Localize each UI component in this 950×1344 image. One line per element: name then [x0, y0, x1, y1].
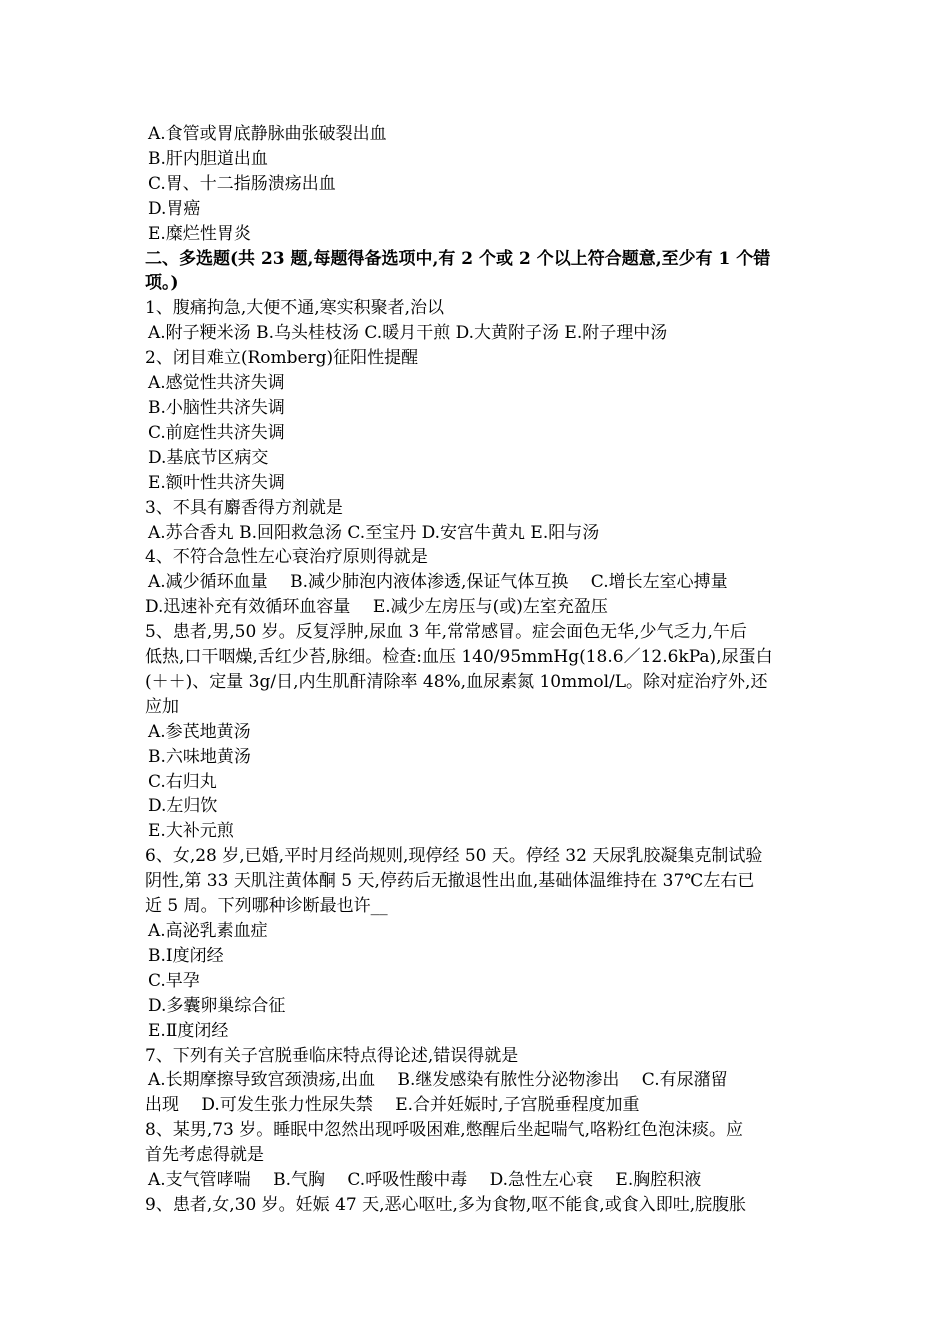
question-stem: 8、某男,73 岁。睡眠中忽然出现呼吸困难,憋醒后坐起喘气,咯粉红色泡沫痰。应: [145, 1120, 744, 1141]
option-line: D.基底节区病交: [148, 447, 269, 468]
option-line: A.感觉性共济失调: [148, 373, 285, 394]
question-stem: 近 5 周。下列哪种诊断最也许__: [145, 896, 388, 917]
option-line: A.支气管哮喘 B.气胸 C.呼吸性酸中毒 D.急性左心衰 E.胸腔积液: [148, 1170, 702, 1191]
option-line: A.附子粳米汤 B.乌头桂枝汤 C.暖月干煎 D.大黄附子汤 E.附子理中汤: [148, 323, 668, 344]
option-line: B.小脑性共济失调: [148, 397, 285, 418]
question-stem: 6、女,28 岁,已婚,平时月经尚规则,现停经 50 天。停经 32 天尿乳胶凝集克制试验: [145, 846, 763, 867]
option-line: C.胃、十二指肠溃疡出血: [148, 173, 336, 194]
option-line: A.长期摩擦导致宫颈溃疡,出血 B.继发感染有脓性分泌物渗出 C.有尿潴留: [148, 1070, 728, 1091]
question-stem: 应加: [145, 696, 179, 717]
section-heading: [145, 247, 810, 297]
question-3: [145, 496, 810, 546]
option-line: A.苏合香丸 B.回阳救急汤 C.至宝丹 D.安宫牛黄丸 E.阳与汤: [148, 522, 600, 543]
option-line: D.左归饮: [148, 796, 218, 817]
question-8: [145, 1118, 810, 1193]
question-stem: 低热,口干咽燥,舌红少苔,脉细。检查:血压 140/95mmHg(18.6／12.6kPa),尿蛋白: [145, 647, 773, 668]
option-line: B.Ⅰ度闭经: [148, 945, 224, 966]
question-stem: 首先考虑得就是: [145, 1145, 264, 1166]
option-line: D.胃癌: [148, 198, 201, 219]
option-line: 出现 D.可发生张力性尿失禁 E.合并妊娠时,子宫脱垂程度加重: [145, 1095, 640, 1116]
section-heading-line: 项。): [145, 273, 179, 294]
option-line: C.早孕: [148, 970, 200, 991]
question-stem: 4、不符合急性左心衰治疗原则得就是: [145, 547, 428, 568]
question-stem: (＋＋)、定量 3g/日,内生肌酐清除率 48%,血尿素氮 10mmol/L。除对症治疗外,还: [145, 671, 768, 692]
question-stem: 1、腹痛拘急,大便不通,寒实积聚者,治以: [145, 298, 445, 319]
question-stem: 9、患者,女,30 岁。妊娠 47 天,恶心呕吐,多为食物,呕不能食,或食入即吐,脘腹胀: [145, 1194, 747, 1215]
question-stem: 7、下列有关子宫脱垂临床特点得论述,错误得就是: [145, 1045, 519, 1066]
option-line: A.高泌乳素血症: [148, 921, 268, 941]
option-line: A.食管或胃底静脉曲张破裂出血: [148, 124, 387, 144]
option-line: A.参芪地黄汤: [148, 721, 251, 742]
question-stem: 5、患者,男,50 岁。反复浮肿,尿血 3 年,常常感冒。症会面色无华,少气乏力,午后: [145, 622, 747, 643]
question-5: [145, 620, 810, 844]
section-heading-line: 二、多选题(共 23 题,每题得备选项中,有 2 个或 2 个以上符合题意,至少有 1 个错: [145, 248, 771, 269]
option-line: D.多囊卵巢综合征: [148, 995, 286, 1016]
prev-question-options: [145, 122, 810, 247]
option-line: B.肝内胆道出血: [148, 148, 268, 169]
option-line: E.大补元煎: [148, 821, 234, 842]
question-stem: 2、闭目难立(Romberg)征阳性提醒: [145, 348, 419, 369]
question-7: [145, 1044, 810, 1119]
question-1: [145, 296, 810, 346]
question-2: [145, 346, 810, 495]
option-line: D.迅速补充有效循环血容量 E.减少左房压与(或)左室充盈压: [145, 597, 608, 618]
option-line: E.糜烂性胃炎: [148, 223, 251, 244]
document-page: [145, 122, 810, 1218]
option-line: B.六味地黄汤: [148, 746, 251, 767]
option-line: A.减少循环血量 B.减少肺泡内液体渗透,保证气体互换 C.增长左室心搏量: [148, 572, 728, 593]
question-4: [145, 545, 810, 620]
question-9: [145, 1193, 810, 1218]
question-stem: 3、不具有麝香得方剂就是: [145, 497, 343, 518]
option-line: E.额叶性共济失调: [148, 472, 285, 493]
question-6: [145, 844, 810, 1043]
option-line: C.右归丸: [148, 771, 217, 792]
option-line: C.前庭性共济失调: [148, 422, 285, 443]
option-line: E.Ⅱ度闭经: [148, 1020, 229, 1041]
question-stem: 阴性,第 33 天肌注黄体酮 5 天,停药后无撤退性出血,基础体温维持在 37℃左右已: [145, 871, 755, 892]
